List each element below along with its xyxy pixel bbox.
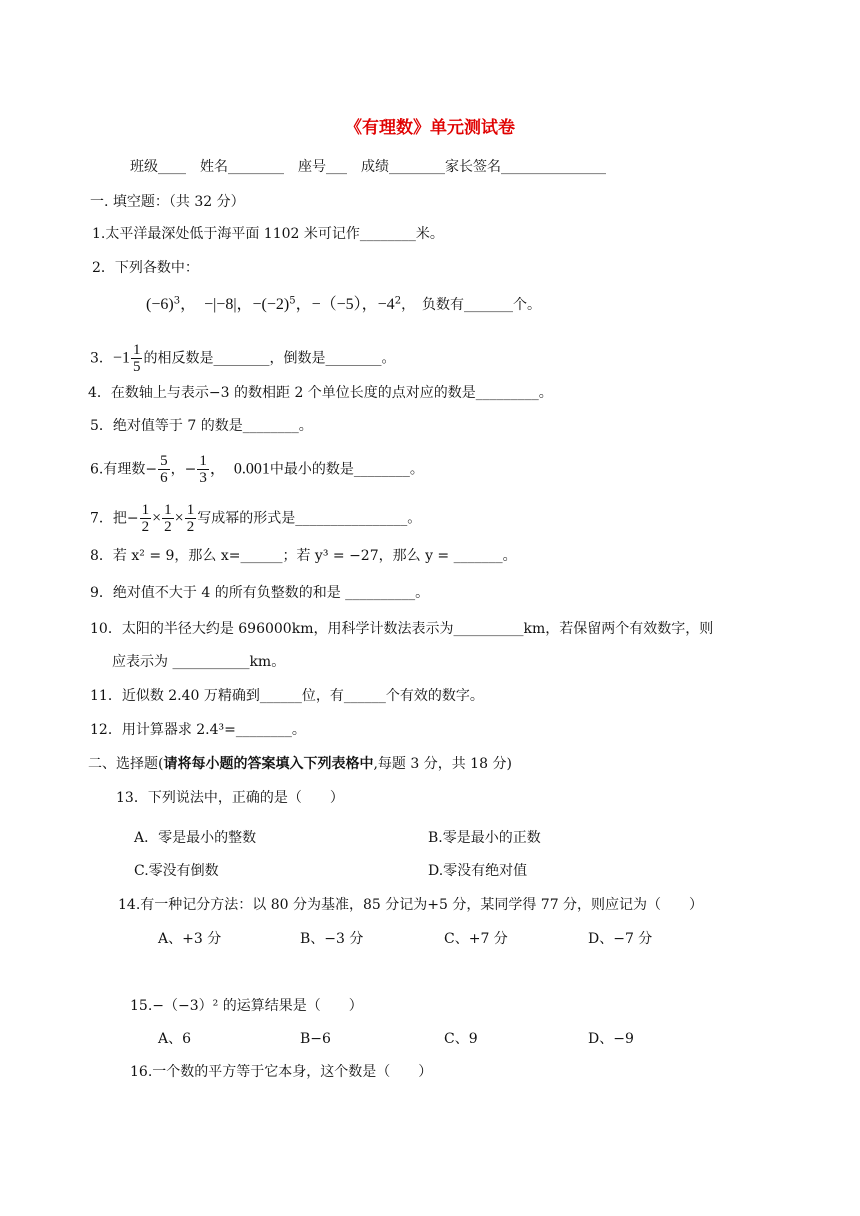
question-14: 14.有一种记分方法：以 80 分为基准，85 分记为+5 分，某同学得 77 分，则应记为（ ） bbox=[118, 897, 704, 913]
q7-denominator-2: 2 bbox=[164, 519, 172, 535]
section2-heading-prefix: 二、选择题( bbox=[88, 756, 164, 772]
q7-fraction-2 bbox=[162, 502, 174, 535]
q6-fraction-1 bbox=[158, 453, 170, 486]
q6-prefix: 6.有理数− bbox=[90, 461, 158, 478]
q14-option-b: B、−3 分 bbox=[300, 931, 364, 947]
q15-option-c: C、9 bbox=[444, 1031, 478, 1047]
q7-numerator-1: 1 bbox=[141, 502, 150, 518]
question-11: 11．近似数 2.40 万精确到______位，有______个有效的数字。 bbox=[90, 688, 484, 704]
q6-numerator-1: 5 bbox=[160, 453, 168, 469]
q2-exp-1: 3 bbox=[173, 295, 181, 307]
q7-prefix: 7．把− bbox=[90, 510, 139, 527]
q3-numerator: 1 bbox=[132, 342, 141, 358]
q13-option-d: D.零没有绝对值 bbox=[428, 863, 528, 879]
section2-heading-suffix: ,每题 3 分，共 18 分) bbox=[373, 756, 512, 772]
q3-prefix: 3． bbox=[90, 350, 113, 367]
question-9: 9．绝对值不大于 4 的所有负整数的和是 __________。 bbox=[90, 585, 430, 601]
q14-option-a: A、+3 分 bbox=[158, 931, 222, 947]
section2-heading bbox=[88, 754, 512, 774]
q7-times-1: × bbox=[152, 509, 162, 527]
question-6 bbox=[90, 453, 424, 486]
q15-option-b: B−6 bbox=[300, 1031, 331, 1047]
q2-term-4: ， 负数有_______个。 bbox=[401, 297, 542, 313]
section2-heading-bold: 请将每小题的答案填入下列表格中 bbox=[163, 756, 374, 772]
q7-suffix: 写成幂的形式是________________。 bbox=[197, 510, 422, 527]
q6-fraction-2 bbox=[197, 453, 209, 486]
q6-denominator-1: 6 bbox=[160, 470, 168, 486]
question-12: 12．用计算器求 2.4³=________。 bbox=[90, 722, 306, 738]
question-2-items bbox=[146, 295, 541, 315]
q15-option-d: D、−9 bbox=[588, 1031, 634, 1047]
question-7 bbox=[90, 502, 421, 535]
q7-denominator-1: 2 bbox=[141, 519, 150, 535]
q13-option-a: A．零是最小的整数 bbox=[134, 830, 257, 846]
q6-suffix: 中最小的数是________。 bbox=[269, 461, 424, 478]
q2-exp-2: 5 bbox=[289, 295, 296, 307]
question-5: 5．绝对值等于 7 的数是________。 bbox=[90, 418, 313, 434]
q2-term-2: ， −|−8|，−(−2) bbox=[180, 296, 290, 313]
q7-denominator-3: 2 bbox=[186, 519, 195, 535]
question-16: 16.一个数的平方等于它本身，这个数是（ ） bbox=[130, 1064, 433, 1080]
q15-option-a: A、6 bbox=[158, 1031, 192, 1047]
q6-value: ， 0.001 bbox=[209, 460, 270, 478]
q7-fraction-1 bbox=[140, 502, 152, 535]
question-1: 1.太平洋最深处低于海平面 1102 米可记作________米。 bbox=[92, 226, 444, 242]
q7-times-2: × bbox=[174, 509, 184, 527]
q7-numerator-2: 1 bbox=[164, 502, 172, 518]
q7-fraction-3 bbox=[185, 502, 197, 535]
q6-numerator-2: 1 bbox=[199, 453, 207, 469]
question-10-line-2: 应表示为 ___________km。 bbox=[112, 654, 286, 670]
q3-whole: −1 bbox=[112, 349, 130, 367]
page-title: 《有理数》单元测试卷 bbox=[345, 118, 515, 138]
q2-exp-3: 2 bbox=[394, 295, 402, 307]
q2-term-1: (−6) bbox=[146, 296, 174, 313]
q6-mid: ，− bbox=[170, 461, 197, 478]
question-4: 4．在数轴上与表示−3 的数相距 2 个单位长度的点对应的数是_________。 bbox=[88, 385, 553, 401]
q7-numerator-3: 1 bbox=[186, 502, 195, 518]
question-2-label: 2．下列各数中： bbox=[92, 260, 199, 276]
question-13: 13．下列说法中，正确的是（ ） bbox=[116, 790, 344, 806]
q14-option-d: D、−7 分 bbox=[588, 931, 653, 947]
question-8: 8．若 x² = 9，那么 x=______；若 y³ = −27，那么 y = _______。 bbox=[90, 548, 517, 564]
q13-option-b: B.零是最小的正数 bbox=[428, 830, 541, 846]
q6-denominator-2: 3 bbox=[199, 470, 207, 486]
question-15: 15.−（−3）² 的运算结果是（ ） bbox=[130, 998, 363, 1014]
q14-option-c: C、+7 分 bbox=[444, 931, 508, 947]
q2-term-3: ，−（−5），−4 bbox=[295, 296, 395, 313]
q3-fraction bbox=[131, 342, 143, 375]
section1-heading: 一. 填空题：（共 32 分） bbox=[90, 194, 245, 210]
q3-denominator: 5 bbox=[132, 359, 141, 375]
student-info-line: 班级____ 姓名________ 座号___ 成绩________家长签名_______________ bbox=[130, 159, 606, 175]
q13-option-c: C.零没有倒数 bbox=[134, 863, 219, 879]
question-3 bbox=[90, 342, 395, 375]
question-10-line-1: 10．太阳的半径大约是 696000km，用科学计数法表示为__________km，若保留两个有效数字，则 bbox=[90, 621, 714, 637]
q3-suffix: 的相反数是________，倒数是________。 bbox=[143, 350, 396, 367]
